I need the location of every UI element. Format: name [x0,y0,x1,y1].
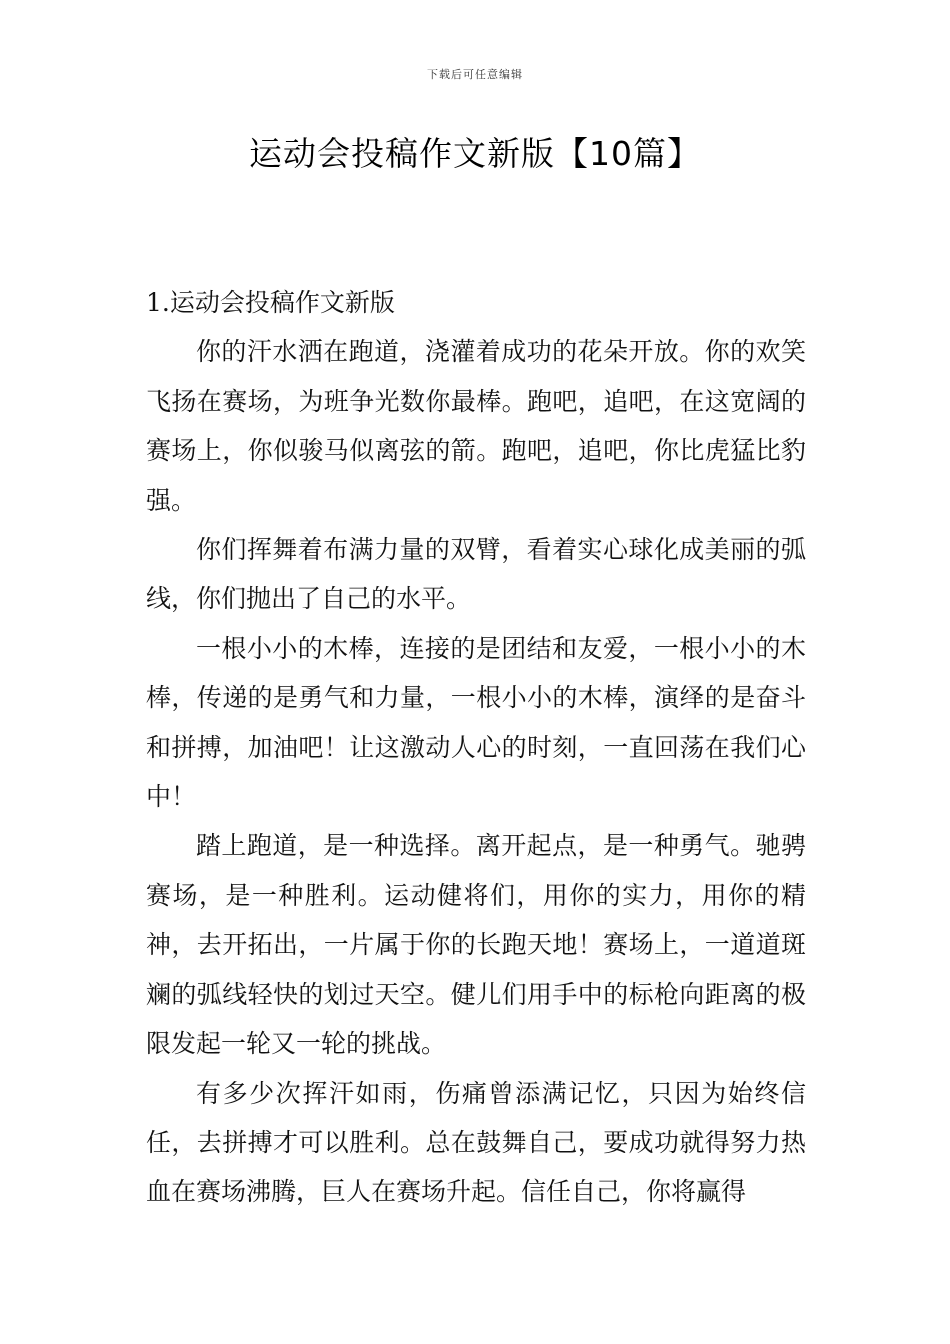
paragraph: 你们挥舞着布满力量的双臂，看着实心球化成美丽的弧线，你们抛出了自己的水平。 [146,535,806,614]
paragraph: 一根小小的木棒，连接的是团结和友爱，一根小小的木棒，传递的是勇气和力量，一根小小的木棒，演绎的是奋斗和拼搏，加油吧！让这激动人心的时刻，一直回荡在我们心中！ [146,633,806,812]
header-note: 下载后可任意编辑 [427,68,523,81]
paragraph: 你的汗水洒在跑道，浇灌着成功的花朵开放。你的欢笑飞扬在赛场，为班争光数你最棒。跑吧，追吧，在这宽阔的赛场上，你似骏马似离弦的箭。跑吧，追吧，你比虎猛比豹强。 [146,337,806,515]
paragraph: 踏上跑道，是一种选择。离开起点，是一种勇气。驰骋赛场，是一种胜利。运动健将们，用你的实力，用你的精神，去开拓出，一片属于你的长跑天地！赛场上，一道道斑斓的弧线轻快的划过天空。健儿们用手中的标枪向距离的极限发起一轮又一轮的挑战。 [146,831,806,1059]
document-body [146,278,806,1217]
section-heading: 1.运动会投稿作文新版 [146,288,395,317]
document-title: 运动会投稿作文新版【10篇】 [249,134,701,173]
paragraph: 有多少次挥汗如雨，伤痛曾添满记忆，只因为始终信任，去拼搏才可以胜利。总在鼓舞自己，要成功就得努力热血在赛场沸腾，巨人在赛场升起。信任自己，你将赢得 [146,1078,806,1207]
